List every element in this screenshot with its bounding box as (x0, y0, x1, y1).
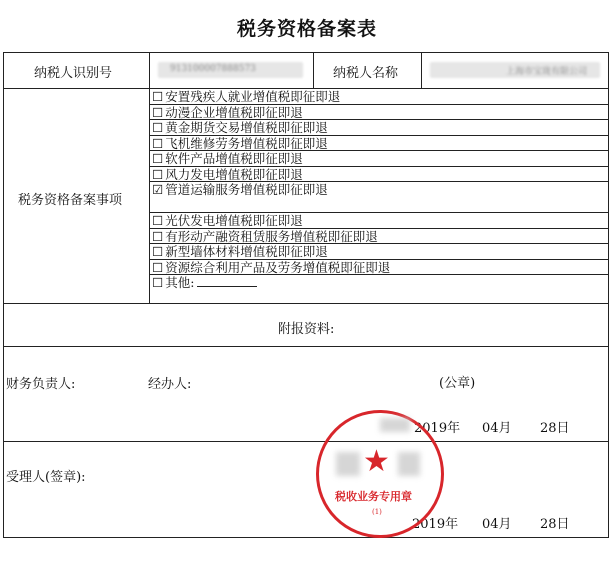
date1-day: 28日 (540, 421, 570, 436)
filing-item-text: 光伏发电增值税即征即退 (165, 213, 303, 228)
filing-item[interactable] (150, 151, 609, 167)
date1-year: 2019年 (414, 421, 461, 436)
filing-item-text: 风力发电增值税即征即退 (165, 166, 303, 182)
company-seal-label: (公章) (439, 376, 476, 391)
filing-item[interactable] (150, 182, 609, 213)
column-divider (313, 52, 314, 88)
filing-item[interactable] (150, 275, 609, 291)
redaction-smudge (336, 452, 360, 476)
date1-month: 04月 (482, 421, 512, 436)
unchecked-box-icon[interactable]: ☐ (152, 104, 164, 120)
unchecked-box-icon[interactable]: ☐ (152, 151, 164, 166)
checked-box-icon[interactable]: ☑ (152, 182, 164, 197)
filing-item[interactable] (150, 105, 609, 121)
attachments-label: 附报资料: (278, 322, 335, 337)
stamp-star-icon: ★ (363, 444, 390, 479)
date2-month: 04月 (482, 517, 512, 532)
filing-item[interactable] (150, 167, 609, 183)
filing-item-text: 黄金期货交易增值税即征即退 (165, 120, 328, 135)
redaction-smudge (398, 452, 420, 476)
filing-item[interactable] (150, 260, 609, 276)
filing-item[interactable] (150, 89, 609, 105)
stamp-number: (1) (372, 508, 382, 516)
unchecked-box-icon[interactable]: ☐ (152, 89, 164, 104)
filing-item-text: 资源综合利用产品及劳务增值税即征即退 (165, 259, 391, 275)
column-divider (421, 52, 422, 88)
row-divider (3, 303, 609, 304)
unchecked-box-icon[interactable]: ☐ (152, 120, 164, 135)
filing-item-text: 管道运输服务增值税即征即退 (165, 182, 328, 197)
receiver-label: 受理人(签章): (6, 470, 86, 485)
filing-item-text: 动漫企业增值税即征即退 (165, 104, 303, 120)
filing-item-text: 飞机维修劳务增值税即征即退 (165, 135, 328, 151)
taxpayer-id-label: 纳税人识别号 (34, 66, 113, 81)
filing-item-text: 软件产品增值税即征即退 (165, 151, 303, 166)
row-divider (3, 441, 609, 442)
filing-item-text: 新型墙体材料增值税即征即退 (165, 244, 328, 259)
filing-item[interactable] (150, 120, 609, 136)
unchecked-box-icon[interactable]: ☐ (152, 135, 164, 151)
filing-item[interactable] (150, 213, 609, 229)
stamp-text: 税收业务专用章 (335, 490, 412, 503)
filing-item[interactable] (150, 244, 609, 260)
taxpayer-name-label: 纳税人名称 (333, 66, 399, 81)
date2-year: 2019年 (412, 517, 459, 532)
form-title: 税务资格备案表 (236, 18, 377, 40)
handler-label: 经办人: (148, 377, 192, 392)
unchecked-box-icon[interactable]: ☐ (152, 228, 164, 244)
filing-section-label: 税务资格备案事项 (18, 193, 123, 208)
unchecked-box-icon[interactable]: ☐ (152, 259, 164, 275)
taxpayer-name-value: 上海市宝珑有限公司 (506, 67, 588, 77)
finance-officer-label: 财务负责人: (6, 377, 76, 392)
filing-item[interactable] (150, 229, 609, 245)
filing-item[interactable] (150, 136, 609, 152)
filing-item-text: 安置残疾人就业增值税即征即退 (165, 89, 341, 104)
other-underline[interactable] (197, 275, 257, 287)
date2-day: 28日 (540, 517, 570, 532)
unchecked-box-icon[interactable]: ☐ (152, 213, 164, 228)
unchecked-box-icon[interactable]: ☐ (152, 244, 164, 259)
redaction-smudge (380, 418, 410, 432)
row-divider (3, 346, 609, 347)
filing-item-text: 有形动产融资租赁服务增值税即征即退 (165, 228, 378, 244)
unchecked-box-icon[interactable]: ☐ (152, 166, 164, 182)
filing-item-text: 其他: (165, 275, 195, 290)
taxpayer-id-value: 913100007888573 (170, 64, 256, 74)
unchecked-box-icon[interactable]: ☐ (152, 275, 164, 290)
